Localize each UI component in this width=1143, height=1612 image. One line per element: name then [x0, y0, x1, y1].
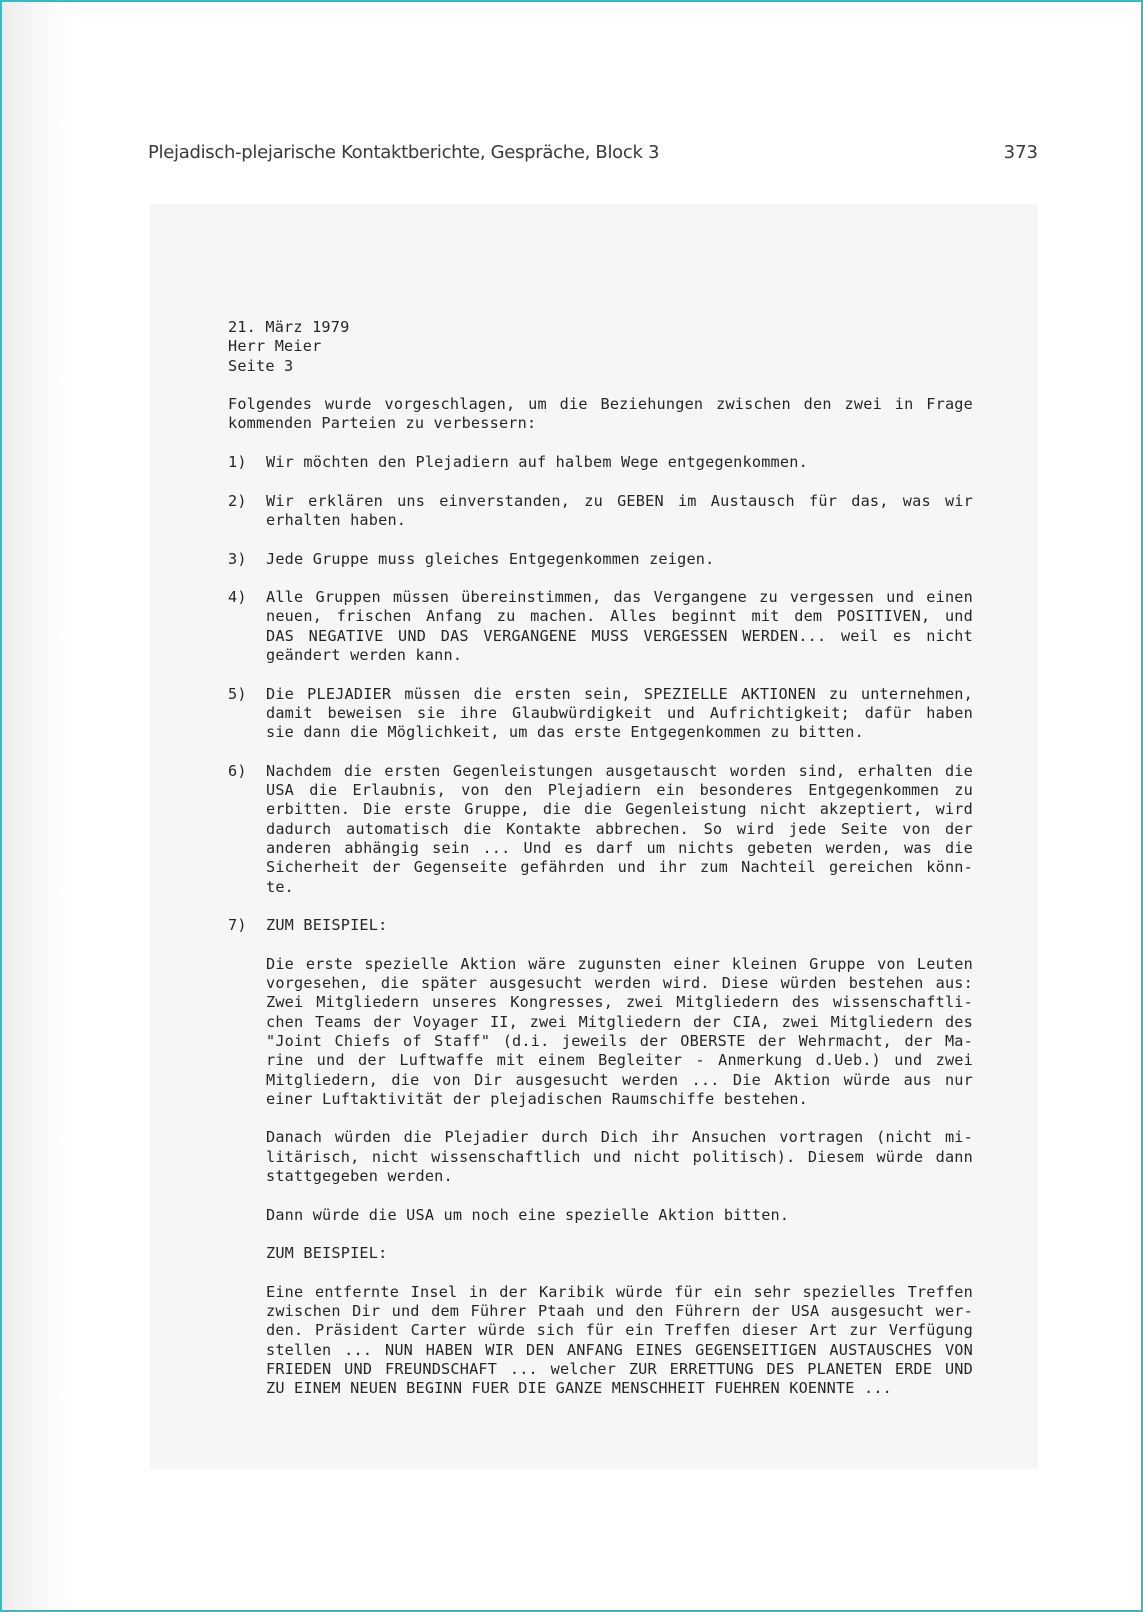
- letter-page: Seite 3: [228, 356, 294, 375]
- text-line: anderen abhängig sein ... Und es darf um nichts gebeten werden, was die: [266, 839, 973, 858]
- item-number: 7): [228, 916, 247, 935]
- page-number: 373: [1003, 142, 1038, 163]
- text-line: Nachdem die ersten Gegenleistungen ausgetauscht worden sind, erhalten die: [266, 761, 973, 780]
- letter-date: 21. März 1979: [228, 318, 350, 336]
- item-number: 3): [228, 549, 247, 568]
- running-title: Plejadisch-plejarische Kontaktberichte, Gespräche, Block 3: [148, 142, 660, 163]
- text-line: kommenden Parteien zu verbessern:: [228, 414, 537, 433]
- text-line: Die erste spezielle Aktion wäre zugunsten einer kleinen Gruppe von Leuten: [266, 954, 973, 973]
- item-number: 6): [228, 761, 247, 780]
- text-line: Zwei Mitgliedern unseres Kongresses, zwei Mitgliedern des wissenschaftli-: [266, 993, 973, 1012]
- list-item: [228, 550, 973, 569]
- scanned-letter: [150, 204, 1038, 1469]
- text-line: Die PLEJADIER müssen die ersten sein, SPEZIELLE AKTIONEN zu unternehmen,: [266, 684, 973, 703]
- text-line: Danach würden die Plejadier durch Dich ihr Ansuchen vortragen (nicht mi-: [266, 1128, 973, 1147]
- example-heading: ZUM BEISPIEL:: [266, 1244, 388, 1263]
- text-line: Alle Gruppen müssen übereinstimmen, das Vergangene zu vergessen und einen: [266, 588, 973, 607]
- book-spine-shadow: [2, 2, 72, 1610]
- text-line: chen Teams der Voyager II, zwei Mitgliedern der CIA, zwei Mitgliedern des: [266, 1012, 973, 1031]
- text-line: dadurch automatisch die Kontakte abbrechen. So wird jede Seite von der: [266, 819, 973, 838]
- item-number: 4): [228, 588, 247, 607]
- letter-recipient: Herr Meier: [228, 337, 322, 356]
- text-line: neuen, frischen Anfang zu machen. Alles beginnt mit dem POSITIVEN, und: [266, 607, 973, 626]
- text-line: rine und der Luftwaffe mit einem Begleiter - Anmerkung d.Ueb.) und zwei: [266, 1051, 973, 1070]
- text-line: USA die Erlaubnis, von den Plejadiern ein besonderes Entgegenkommen zu: [266, 781, 973, 800]
- text-line: litärisch, nicht wissenschaftlich und nicht politisch). Diesem würde dann: [266, 1147, 973, 1166]
- list-item: [228, 492, 973, 531]
- text-line: ZU EINEM NEUEN BEGINN FUER DIE GANZE MENSCHHEIT FUEHREN KOENNTE ...: [266, 1379, 893, 1398]
- text-line: te.: [266, 877, 295, 896]
- item-number: 1): [228, 453, 247, 472]
- text-line: erbitten. Die erste Gruppe, die die Gegenleistung nicht akzeptiert, wird: [266, 800, 973, 819]
- text-line: Wir möchten den Plejadiern auf halbem Wege entgegenkommen.: [266, 453, 808, 472]
- text-line: damit beweisen sie ihre Glaubwürdigkeit und Aufrichtigkeit; dafür haben: [266, 703, 973, 722]
- intro-paragraph: [228, 395, 973, 434]
- text-line: erhalten haben.: [266, 510, 407, 529]
- list-item: [228, 453, 973, 472]
- item-number: 5): [228, 684, 247, 703]
- list-item: [228, 588, 973, 665]
- text-line: stattgegeben werden.: [266, 1167, 453, 1186]
- text-line: geändert werden kann.: [266, 646, 463, 665]
- text-line: Jede Gruppe muss gleiches Entgegenkommen zeigen.: [266, 549, 715, 568]
- text-line: DAS NEGATIVE UND DAS VERGANGENE MUSS VERGESSEN WERDEN... weil es nicht: [266, 626, 973, 645]
- text-line: FRIEDEN UND FREUNDSCHAFT ... welcher ZUR ERRETTUNG DES PLANETEN ERDE UND: [266, 1360, 973, 1379]
- text-line: "Joint Chiefs of Staff" (d.i. jeweils der OBERSTE der Wehrmacht, der Ma-: [266, 1031, 973, 1050]
- letter-body: [228, 318, 973, 1399]
- text-line: Folgendes wurde vorgeschlagen, um die Beziehungen zwischen den zwei in Frage: [228, 395, 973, 414]
- text-line: Sicherheit der Gegenseite gefährden und ihr zum Nachteil gereichen könn-: [266, 858, 973, 877]
- list-item: [228, 916, 973, 1398]
- example-heading: ZUM BEISPIEL:: [266, 916, 388, 935]
- text-line: zwischen Dir und dem Führer Ptaah und den Führern der USA ausgesucht wer-: [266, 1302, 973, 1321]
- list-item: [228, 685, 973, 743]
- text-line: Dann würde die USA um noch eine spezielle Aktion bitten.: [266, 1205, 790, 1224]
- item-number: 2): [228, 491, 247, 510]
- text-line: Eine entfernte Insel in der Karibik würde für ein sehr spezielles Treffen: [266, 1282, 973, 1301]
- text-line: einer Luftaktivität der plejadischen Raumschiffe bestehen.: [266, 1089, 808, 1108]
- text-line: vorgesehen, die später ausgesucht werden wird. Diese würden bestehen aus:: [266, 974, 973, 993]
- text-line: Mitgliedern, die von Dir ausgesucht werden ... Die Aktion würde aus nur: [266, 1070, 973, 1089]
- text-line: den. Präsident Carter würde sich für ein Treffen dieser Art zur Verfügung: [266, 1321, 973, 1340]
- list-item: [228, 762, 973, 897]
- text-line: sie dann die Möglichkeit, um das erste Entgegenkommen zu bitten.: [266, 723, 864, 742]
- text-line: Wir erklären uns einverstanden, zu GEBEN im Austausch für das, was wir: [266, 491, 973, 510]
- text-line: stellen ... NUN HABEN WIR DEN ANFANG EINES GEGENSEITIGEN AUSTAUSCHES VON: [266, 1340, 973, 1359]
- running-header: [148, 142, 1038, 172]
